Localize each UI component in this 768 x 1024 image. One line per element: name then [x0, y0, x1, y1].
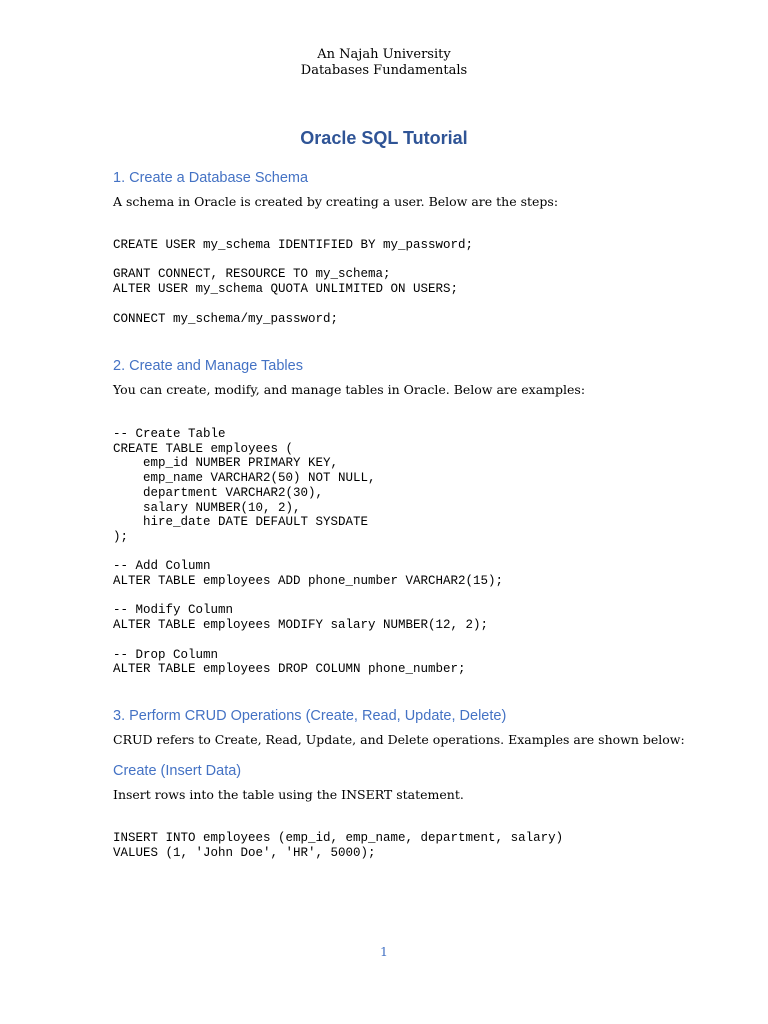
- section-2-text: You can create, modify, and manage tables in Oracle. Below are examples:: [113, 382, 586, 397]
- section-1-heading: 1. Create a Database Schema: [113, 170, 309, 186]
- header-course: Databases Fundamentals: [300, 63, 468, 78]
- document-title: Oracle SQL Tutorial: [300, 128, 468, 148]
- section-3-heading: 3. Perform CRUD Operations (Create, Read, Update, Delete): [113, 708, 507, 724]
- section-1-text: A schema in Oracle is created by creating a user. Below are the steps:: [113, 194, 559, 209]
- page-number: 1: [380, 944, 388, 959]
- section-1-code: CREATE USER my_schema IDENTIFIED BY my_password; GRANT CONNECT, RESOURCE TO my_schema; ALTER USER my_schema QUOTA UNLIMITED ON USERS; CONNECT my_schema/my_password;: [113, 238, 474, 326]
- section-3-text: CRUD refers to Create, Read, Update, and Delete operations. Examples are shown below:: [113, 732, 685, 747]
- page-header: [0, 47, 768, 79]
- subsection-insert-code: INSERT INTO employees (emp_id, emp_name, department, salary) VALUES (1, 'John Doe', 'HR', 5000);: [113, 831, 564, 860]
- section-2-heading: 2. Create and Manage Tables: [113, 358, 303, 374]
- section-2-code: -- Create Table CREATE TABLE employees ( emp_id NUMBER PRIMARY KEY, emp_name VARCHAR2(50) NOT NULL, department VARCHAR2(30), salary NUMBER(10, 2), hire_date DATE DEFAULT SYSDATE ); -- Add Column ALTER TABLE employees ADD phone_number VARCHAR2(15); -- Modify Column ALTER TABLE employees MODIFY salary NUMBER(12, 2); -- Drop Column ALTER TABLE employees DROP COLUMN phone_number;: [113, 427, 504, 677]
- subsection-insert-heading: Create (Insert Data): [113, 763, 242, 779]
- subsection-insert-text: Insert rows into the table using the INSERT statement.: [113, 787, 464, 802]
- header-university: An Najah University: [317, 47, 451, 62]
